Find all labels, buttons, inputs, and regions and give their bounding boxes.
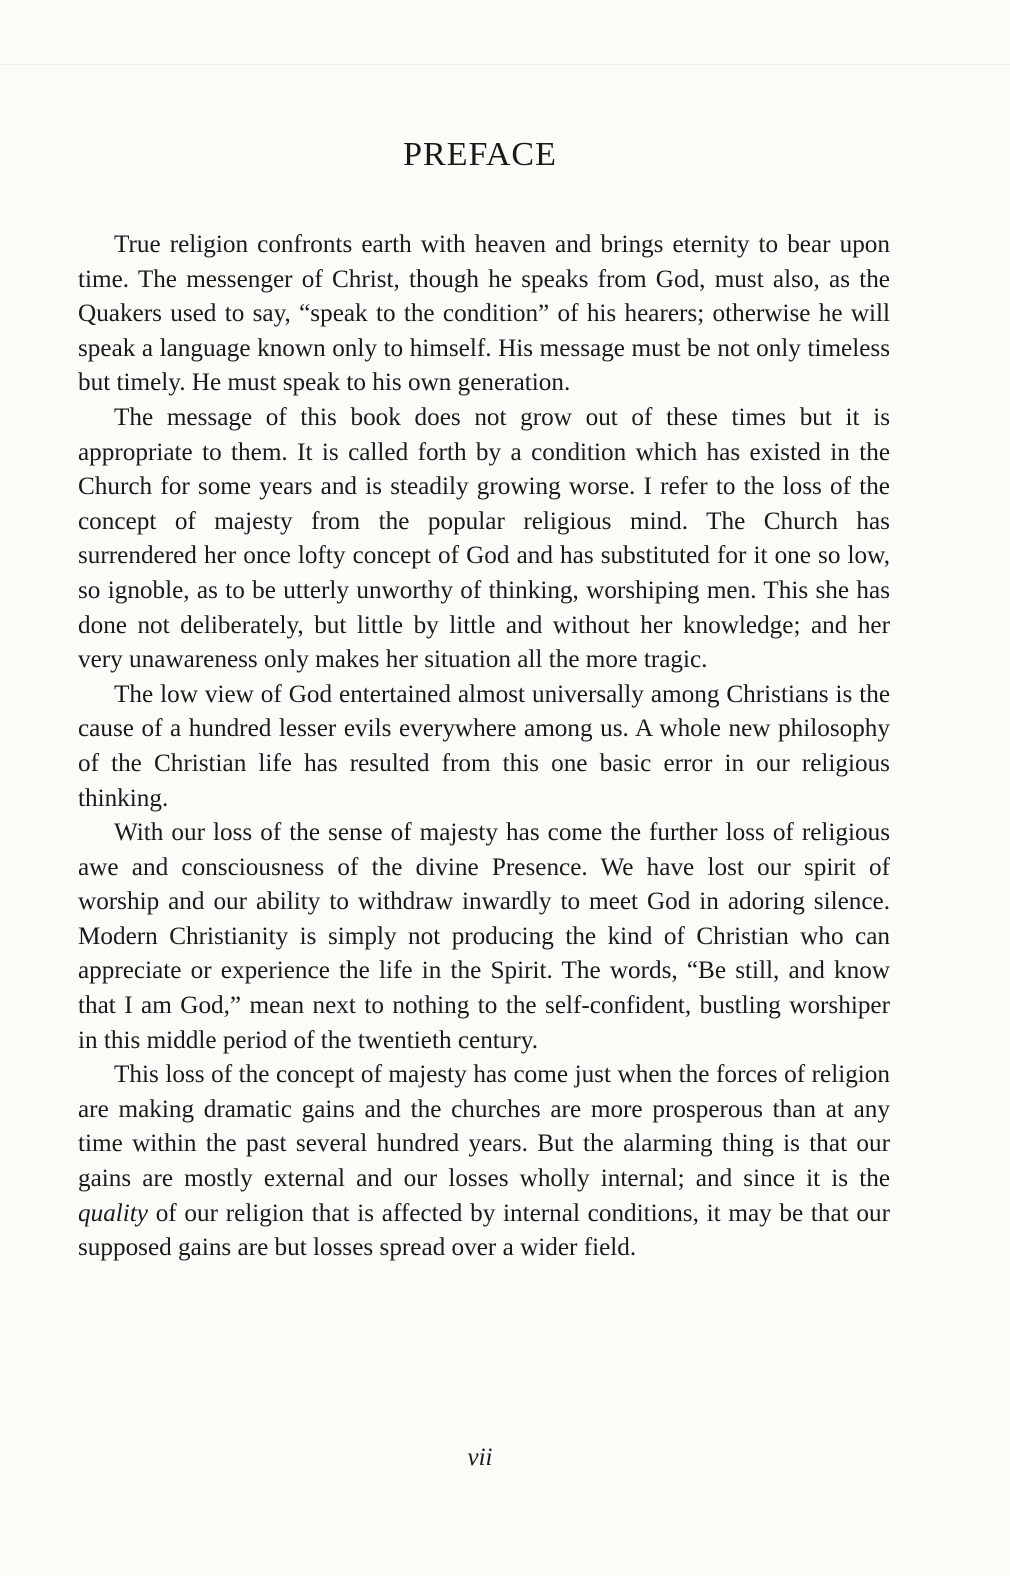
paragraph-5-italic: quality xyxy=(78,1199,148,1227)
paragraph-4: With our loss of the sense of majesty has come the further loss of religious awe and consciousness of the divine Presence. We have lost our spirit of worship and our ability to withdraw inwardly to meet God in adoring silence. Modern Christianity is simply not producing the kind of Christian who can appreciate or experience the life in the Spirit. The words, “Be still, and know that I am God,” mean next to nothing to the self-confident, bustling worshiper in this middle period of the twentieth century. xyxy=(78,819,890,1054)
paragraph-3: The low view of God entertained almost universally among Christians is the cause of a hundred lesser evils everywhere among us. A whole new philosophy of the Christian life has resulted from this one basic error in our religious thinking. xyxy=(78,680,890,812)
page-number: vii xyxy=(467,1444,493,1471)
bleed-through-rule xyxy=(0,64,1010,65)
page-title: PREFACE xyxy=(403,136,557,173)
paragraph-5-part-1: This loss of the concept of majesty has come just when the forces of religion are making dramatic gains and the churches are more prosperous than at any time within the past several hundred years. But the alarming thing is that our gains are mostly external and our losses wholly internal; and since it is the xyxy=(78,1061,890,1193)
paragraph-1: True religion confronts earth with heaven and brings eternity to bear upon time. The messenger of Christ, though he speaks from God, must also, as the Quakers used to say, “speak to the condition” of his hearers; otherwise he will speak a language known only to himself. His message must be not only timeless but timely. He must speak to his own generation. xyxy=(78,231,890,397)
paragraph-2: The message of this book does not grow out of these times but it is appropriate to them. It is called forth by a condition which has existed in the Church for some years and is steadily growing worse. I refer to the loss of the concept of majesty from the popular religious mind. The Church has surrendered her once lofty concept of God and has substituted for it one so low, so ignoble, as to be utterly unworthy of thinking, worshiping men. This she has done not deliberately, but little by little and without her knowledge; and her very unawareness only makes her situation all the more tragic. xyxy=(78,403,890,674)
preface-body xyxy=(78,228,890,1266)
paragraph-5-part-2: of our religion that is affected by internal conditions, it may be that our supposed gains are but losses spread over a wider field. xyxy=(78,1199,890,1262)
paragraph-5 xyxy=(78,1058,890,1266)
